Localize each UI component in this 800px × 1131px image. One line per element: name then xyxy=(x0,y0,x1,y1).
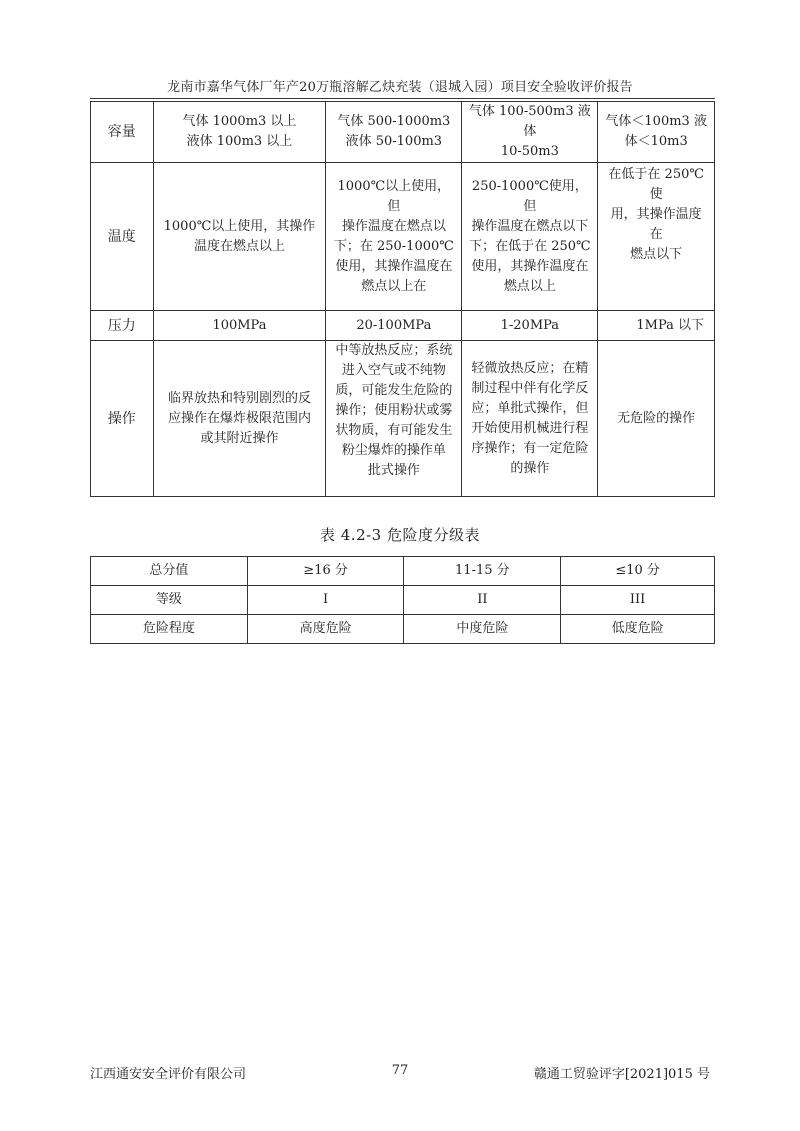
header-rule xyxy=(90,98,715,99)
table-row xyxy=(91,615,715,644)
table-cell: 高度危险 xyxy=(247,615,404,644)
table-cell: 1000℃以上使用，其操作 温度在燃点以上 xyxy=(153,163,326,311)
table-cell: ≤10 分 xyxy=(561,557,715,586)
table-row xyxy=(91,586,715,615)
table-cell: 低度危险 xyxy=(561,615,715,644)
table-cell: 1-20MPa xyxy=(462,311,598,341)
table-row xyxy=(91,341,715,497)
table-row xyxy=(91,557,715,586)
table-cell: I xyxy=(247,586,404,615)
table-row xyxy=(91,311,715,341)
table-cell: 轻微放热反应；在精 制过程中伴有化学反 应；单批式操作，但 开始使用机械进行程 序操作；有一定危险 的操作 xyxy=(462,341,598,497)
footer-page-number: 77 xyxy=(391,1063,409,1078)
table-cell: 1000℃以上使用，但 操作温度在燃点以 下；在 250-1000℃ 使用，其操作温度在 燃点以上在 xyxy=(326,163,462,311)
row-label: 温度 xyxy=(91,163,154,311)
hazard-grade-table xyxy=(90,556,715,644)
footer-doc-number: 赣通工贸验评字[2021]015 号 xyxy=(533,1067,710,1082)
table-cell: 1MPa 以下 xyxy=(598,311,715,341)
table-cell: 中等放热反应；系统 进入空气或不纯物 质，可能发生危险的 操作；使用粉状或雾 状物质，有可能发生 粉尘爆炸的操作单 批式操作 xyxy=(326,341,462,497)
table-cell: ≥16 分 xyxy=(247,557,404,586)
table-cell: 无危险的操作 xyxy=(598,341,715,497)
table-cell: 250-1000℃使用，但 操作温度在燃点以下 下；在低于在 250℃ 使用，其操作温度在 燃点以上 xyxy=(462,163,598,311)
row-label: 压力 xyxy=(91,311,154,341)
row-label: 总分值 xyxy=(91,557,248,586)
table-cell: 气体 500-1000m3 液体 50-100m3 xyxy=(326,102,462,163)
footer-company: 江西通安安全评价有限公司 xyxy=(90,1067,247,1082)
table-cell: 临界放热和特别剧烈的反 应操作在爆炸极限范围内 或其附近操作 xyxy=(153,341,326,497)
table-cell: 气体＜100m3 液 体＜10m3 xyxy=(598,102,715,163)
table-cell: 20-100MPa xyxy=(326,311,462,341)
row-label: 容量 xyxy=(91,102,154,163)
row-label: 等级 xyxy=(91,586,248,615)
table-cell: 在低于在 250℃ 使 用，其操作温度 在 燃点以下 xyxy=(598,163,715,311)
table-cell: 100MPa xyxy=(153,311,326,341)
table-caption: 表 4.2-3 危险度分级表 xyxy=(319,526,480,544)
table-row xyxy=(91,163,715,311)
table-cell: II xyxy=(404,586,561,615)
row-label: 危险程度 xyxy=(91,615,248,644)
table-cell: 气体 100-500m3 液体 10-50m3 xyxy=(462,102,598,163)
page-header: 龙南市嘉华气体厂年产20万瓶溶解乙炔充装（退城入园）项目安全验收评价报告 xyxy=(167,80,633,95)
table-row xyxy=(91,102,715,163)
table-cell: 气体 1000m3 以上 液体 100m3 以上 xyxy=(153,102,326,163)
table-cell: 中度危险 xyxy=(404,615,561,644)
table-cell: III xyxy=(561,586,715,615)
table-cell: 11-15 分 xyxy=(404,557,561,586)
hazard-criteria-table xyxy=(90,101,715,497)
row-label: 操作 xyxy=(91,341,154,497)
